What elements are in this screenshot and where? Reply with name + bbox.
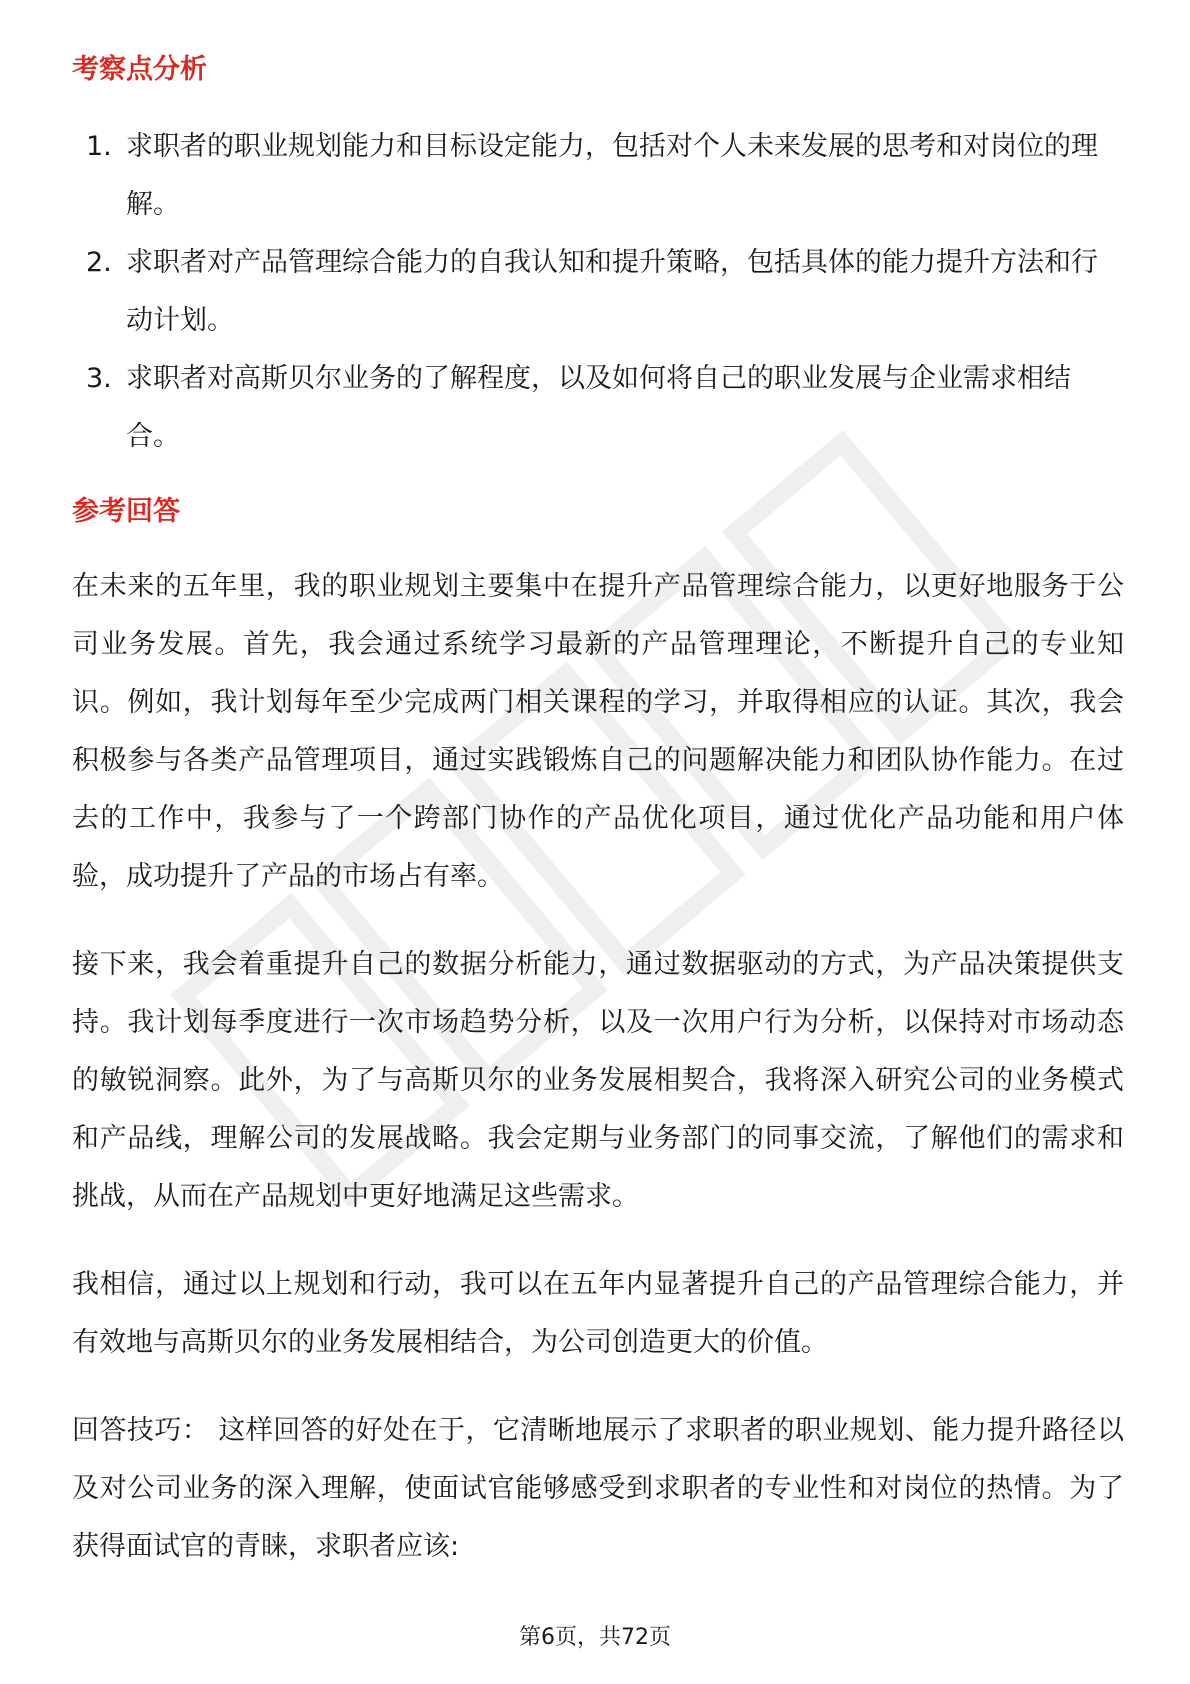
analysis-item-number: 3.: [86, 363, 112, 394]
answer-section-title: 参考回答: [72, 496, 180, 527]
analysis-item-1: [72, 118, 1122, 234]
analysis-item-2: [72, 234, 1122, 350]
answer-paragraph-3: 我相信，通过以上规划和行动，我可以在五年内显著提升自己的产品管理综合能力，并有效地与高斯贝尔的业务发展相结合，为公司创造更大的价值。: [72, 1269, 1124, 1358]
analysis-item-text: 求职者对高斯贝尔业务的了解程度，以及如何将自己的职业发展与企业需求相结合。: [126, 363, 1071, 452]
analysis-list: [72, 118, 1122, 466]
answer-tips-paragraph: 回答技巧： 这样回答的好处在于，它清晰地展示了求职者的职业规划、能力提升路径以及对公司业务的深入理解，使面试官能够感受到求职者的专业性和对岗位的热情。为了获得面试官的青睐，求职者应该:: [72, 1415, 1124, 1562]
analysis-section-title: 考察点分析: [72, 54, 207, 85]
answer-paragraph-2: 接下来，我会着重提升自己的数据分析能力，通过数据驱动的方式，为产品决策提供支持。我计划每季度进行一次市场趋势分析，以及一次用户行为分析，以保持对市场动态的敏锐洞察。此外，为了与高斯贝尔的业务发展相契合，我将深入研究公司的业务模式和产品线，理解公司的发展战略。我会定期与业务部门的同事交流，了解他们的需求和挑战，从而在产品规划中更好地满足这些需求。: [72, 949, 1124, 1212]
page-number-footer: 第6页，共72页: [519, 1625, 671, 1650]
answer-paragraph-1: 在未来的五年里，我的职业规划主要集中在提升产品管理综合能力，以更好地服务于公司业务发展。首先，我会通过系统学习最新的产品管理理论，不断提升自己的专业知识。例如，我计划每年至少完成两门相关课程的学习，并取得相应的认证。其次，我会积极参与各类产品管理项目，通过实践锻炼自己的问题解决能力和团队协作能力。在过去的工作中，我参与了一个跨部门协作的产品优化项目，通过优化产品功能和用户体验，成功提升了产品的市场占有率。: [72, 571, 1124, 892]
analysis-item-number: 2.: [86, 247, 112, 278]
analysis-item-3: [72, 350, 1122, 466]
answer-body: [72, 558, 1124, 1606]
analysis-item-text: 求职者的职业规划能力和目标设定能力，包括对个人未来发展的思考和对岗位的理解。: [126, 131, 1098, 220]
analysis-item-text: 求职者对产品管理综合能力的自我认知和提升策略，包括具体的能力提升方法和行动计划。: [126, 247, 1098, 336]
analysis-item-number: 1.: [86, 131, 112, 162]
